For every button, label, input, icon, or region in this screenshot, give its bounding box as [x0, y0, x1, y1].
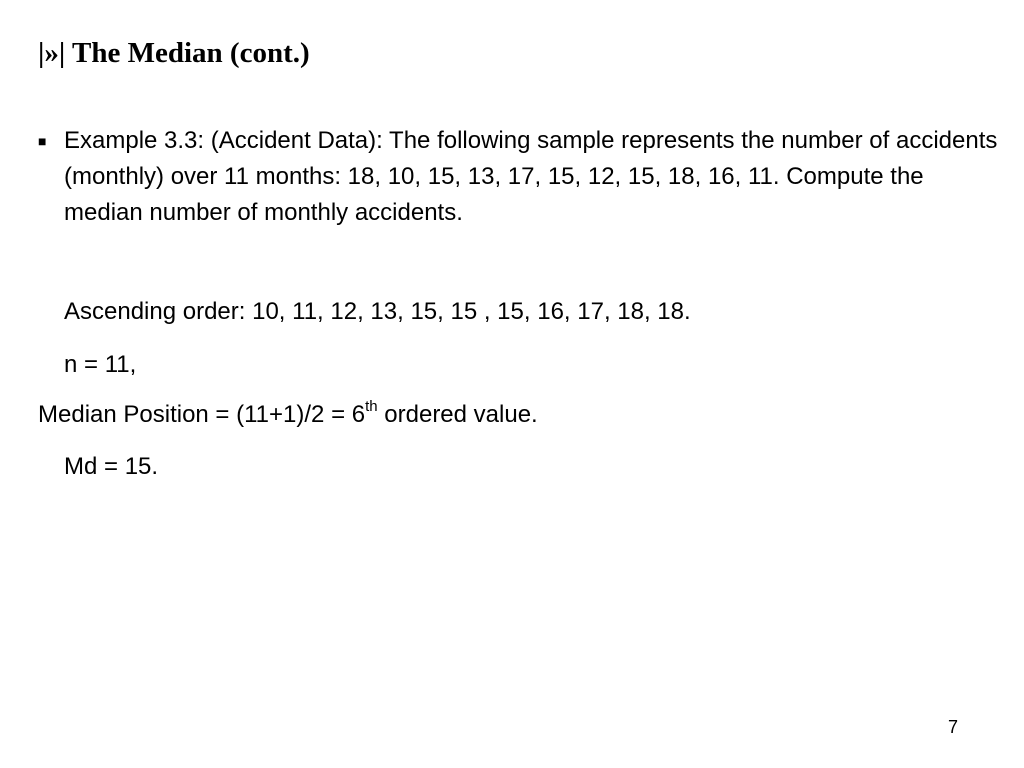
page-number: 7	[948, 717, 959, 737]
sample-size-line: n = 11,	[64, 351, 137, 378]
median-result-line: Md = 15.	[64, 453, 159, 480]
median-position-line	[38, 397, 538, 433]
ordinal-superscript: th	[365, 398, 378, 415]
example-text: Example 3.3: (Accident Data): The following sample represents the number of accidents (monthly) over 11 months: 18, 10, 15, 13, 17, 15, 12, 15, 18, 16, 11. Compute the median number of monthly accidents.	[64, 127, 998, 226]
median-position-prefix: Median Position = (11+1)/2 = 6	[38, 401, 366, 428]
ascending-order-line: Ascending order: 10, 11, 12, 13, 15, 15 , 15, 16, 17, 18, 18.	[64, 298, 691, 325]
slide-title	[38, 34, 310, 72]
title-text: The Median (cont.)	[72, 37, 310, 69]
title-symbol: |»|	[38, 37, 66, 69]
median-position-suffix: ordered value.	[377, 401, 538, 428]
example-bullet	[38, 123, 998, 231]
square-bullet-icon: ■	[38, 133, 47, 149]
